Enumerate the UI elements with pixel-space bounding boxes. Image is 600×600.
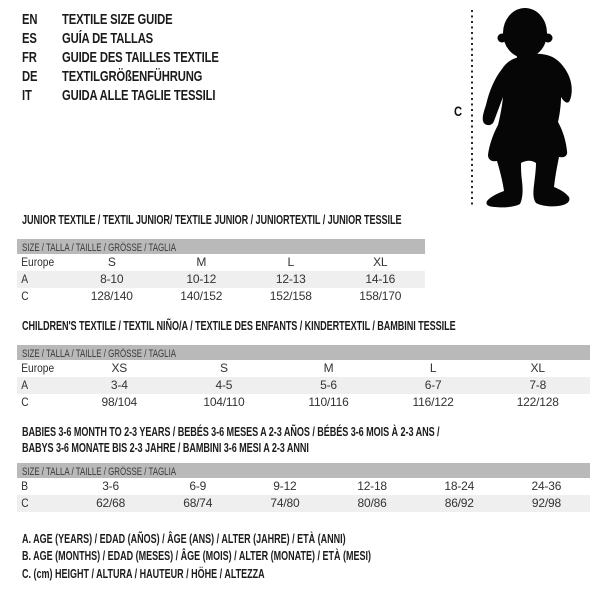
table-row-age-months — [17, 478, 590, 495]
language-row-it — [22, 86, 271, 105]
row-label: C — [21, 289, 29, 303]
language-label: TEXTILE SIZE GUIDE — [62, 11, 173, 28]
height-cell: 128/140 — [90, 289, 133, 303]
junior-size-table — [17, 239, 425, 305]
baby-silhouette-icon — [476, 6, 598, 208]
size-cell: L — [287, 255, 294, 269]
row-label: B — [21, 479, 29, 493]
size-header-bar — [17, 239, 425, 254]
babies-table-title — [22, 424, 440, 456]
table-row-europe — [17, 360, 590, 377]
height-cell: 116/122 — [412, 395, 454, 409]
height-cell: 86/92 — [444, 496, 474, 510]
height-cell: 68/74 — [183, 496, 213, 510]
language-code: DE — [22, 68, 38, 85]
size-cell: S — [219, 361, 228, 375]
language-row-en — [22, 10, 271, 29]
language-label: TEXTILGRÖßENFÜHRUNG — [62, 68, 203, 85]
size-header-bar — [17, 463, 590, 478]
age-cell: 7-8 — [529, 378, 547, 392]
height-cell: 140/152 — [180, 289, 223, 303]
age-cell: 6-7 — [424, 378, 442, 392]
age-cell: 9-12 — [273, 479, 297, 493]
size-cell: XL — [373, 255, 388, 269]
language-code: IT — [22, 87, 32, 104]
height-cell: 92/98 — [531, 496, 561, 510]
age-cell: 8-10 — [100, 272, 124, 286]
row-label: C — [21, 395, 29, 409]
age-cell: 24-36 — [531, 479, 562, 493]
age-cell: 3-6 — [102, 479, 119, 493]
size-header-label: SIZE / TALLA / TAILLE / GRÖSSE / TAGLIA — [22, 466, 177, 478]
baby-height-figure — [440, 0, 600, 215]
junior-table-title: JUNIOR TEXTILE / TEXTIL JUNIOR/ TEXTILE JUNIOR / JUNIORTEXTIL / JUNIOR TESSILE — [22, 212, 402, 227]
age-cell: 12-18 — [357, 479, 387, 493]
size-cell: S — [107, 255, 116, 269]
table-row-height — [17, 288, 425, 305]
age-cell: 3-4 — [110, 378, 128, 392]
height-dotted-line — [471, 10, 473, 208]
age-cell: 5-6 — [320, 378, 337, 392]
row-label: Europe — [21, 255, 55, 269]
age-cell: 12-13 — [275, 272, 306, 286]
height-cell: 158/170 — [359, 289, 402, 303]
size-cell: M — [323, 361, 334, 375]
table-row-height — [17, 394, 590, 411]
size-cell: L — [429, 361, 437, 375]
language-label: GUIDA ALLE TAGLIE TESSILI — [62, 87, 216, 104]
language-row-de — [22, 67, 271, 86]
size-header-bar — [17, 345, 590, 360]
table-row-height — [17, 495, 590, 512]
table-row-age — [17, 271, 425, 288]
language-code: FR — [22, 49, 37, 66]
language-row-fr — [22, 48, 271, 67]
children-table-title: CHILDREN'S TEXTILE / TEXTIL NIÑO/A / TEXTILE DES ENFANTS / KINDERTEXTIL / BAMBINI TESSILE — [22, 318, 456, 333]
height-cell: 110/116 — [308, 395, 349, 409]
height-cell: 74/80 — [270, 496, 300, 510]
language-label: GUÍA DE TALLAS — [62, 30, 154, 47]
language-code: ES — [22, 30, 37, 47]
size-cell: XS — [111, 361, 128, 375]
height-cell: 62/68 — [96, 496, 126, 510]
legend — [22, 531, 507, 583]
language-row-es — [22, 29, 271, 48]
size-header-label: SIZE / TALLA / TAILLE / GRÖSSE / TAGLIA — [22, 242, 177, 254]
age-cell: 10-12 — [186, 272, 217, 286]
height-c-label: C — [454, 103, 463, 119]
language-code: EN — [22, 11, 38, 28]
height-cell: 152/158 — [269, 289, 312, 303]
babies-title-line1: BABIES 3-6 MONTH TO 2-3 YEARS / BEBÉS 3-6 MESES A 2-3 AÑOS / BÉBÉS 3-6 MOIS À 2-3 ANS / — [22, 424, 440, 439]
table-row-age — [17, 377, 590, 394]
legend-line-c: C. (cm) HEIGHT / ALTURA / HAUTEUR / HÖHE / ALTEZZA — [22, 566, 265, 581]
height-cell: 98/104 — [101, 395, 138, 409]
babies-title-line2: BABYS 3-6 MONATE BIS 2-3 JAHRE / BAMBINI 3-6 MESI A 2-3 ANNI — [22, 440, 309, 455]
age-cell: 18-24 — [444, 479, 475, 493]
language-list — [22, 10, 271, 105]
age-cell: 4-5 — [215, 378, 233, 392]
height-cell: 122/128 — [516, 395, 559, 409]
size-cell: XL — [530, 361, 545, 375]
legend-line-b: B. AGE (MONTHS) / EDAD (MESES) / ÂGE (MOIS) / ALTER (MONATE) / ETÀ (MESI) — [22, 549, 371, 564]
table-row-europe — [17, 254, 425, 271]
height-cell: 104/110 — [203, 395, 245, 409]
children-size-table — [17, 345, 590, 411]
height-cell: 80/86 — [357, 496, 387, 510]
size-cell: M — [196, 255, 207, 269]
row-label: C — [21, 496, 29, 510]
row-label: A — [21, 272, 29, 286]
language-label: GUIDE DES TAILLES TEXTILE — [62, 49, 219, 66]
age-cell: 6-9 — [189, 479, 207, 493]
size-header-label: SIZE / TALLA / TAILLE / GRÖSSE / TAGLIA — [22, 348, 177, 360]
age-cell: 14-16 — [365, 272, 396, 286]
row-label: Europe — [21, 361, 55, 375]
babies-size-table — [17, 463, 590, 512]
row-label: A — [21, 378, 29, 392]
legend-line-a: A. AGE (YEARS) / EDAD (AÑOS) / ÂGE (ANS) / ALTER (JAHRE) / ETÀ (ANNI) — [22, 532, 346, 546]
